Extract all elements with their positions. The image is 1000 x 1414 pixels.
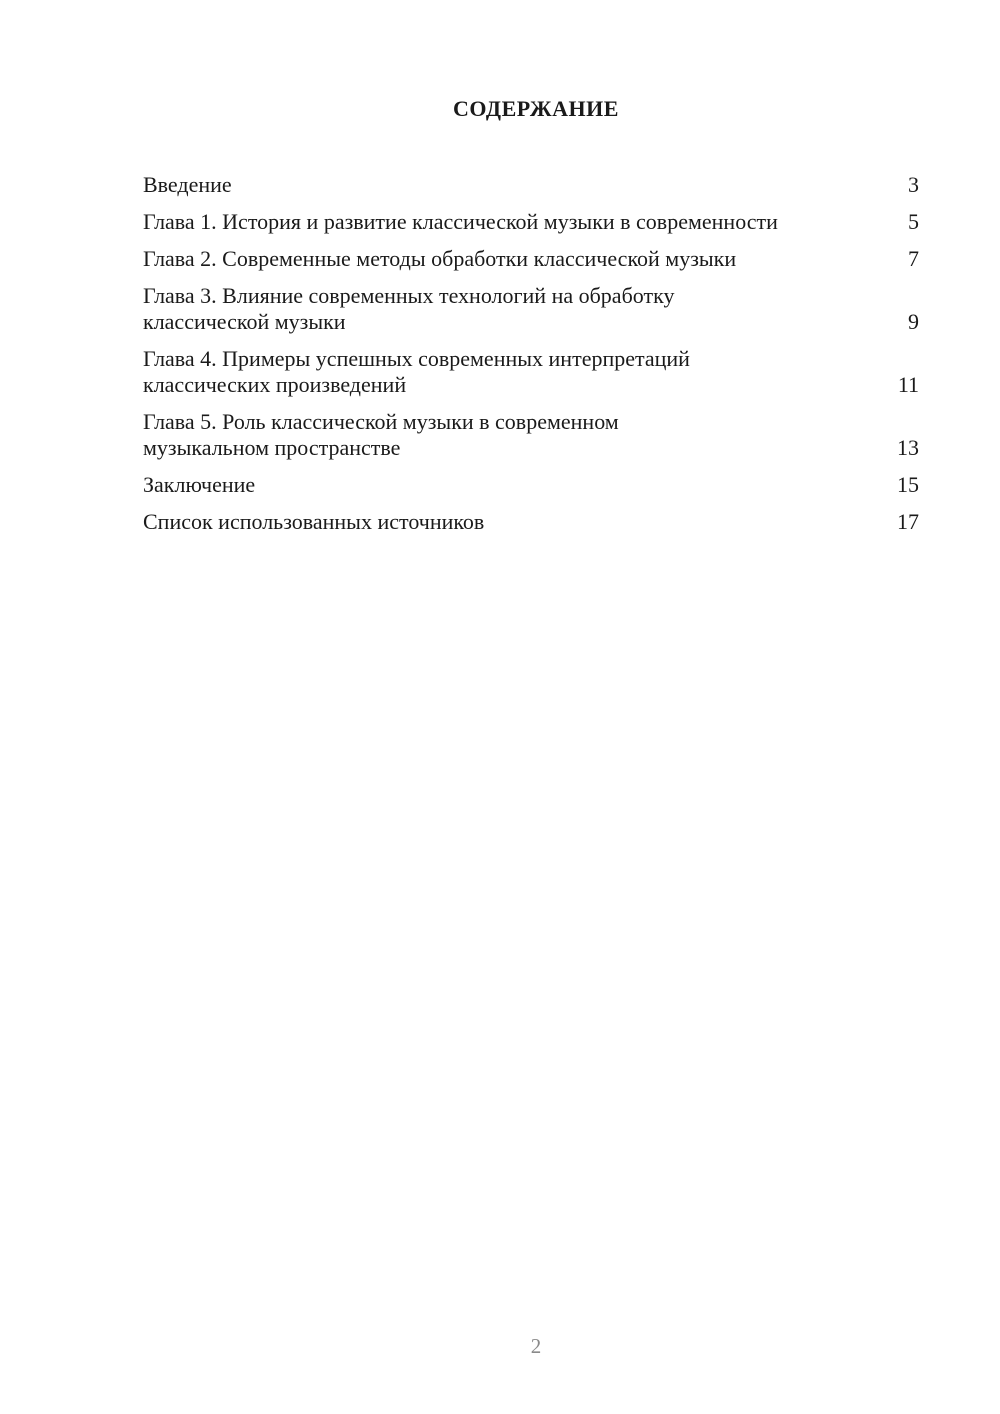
- toc-entry-chapter-5: [143, 409, 919, 461]
- toc-entry-chapter-2: [143, 246, 919, 272]
- toc-entry-chapter-1: [143, 209, 919, 235]
- page-number: 2: [530, 1334, 542, 1358]
- toc-entry-label: Глава 4. Примеры успешных современных интерпретаций классических произведений: [143, 346, 690, 397]
- toc-entry-page: 9: [908, 309, 919, 334]
- toc-entry-label: Глава 5. Роль классической музыки в современном музыкальном пространстве: [143, 409, 619, 460]
- toc-entry-references: [143, 509, 919, 535]
- toc-entry-introduction: [143, 172, 919, 198]
- toc-entry-label: Глава 1. История и развитие классической музыки в современности: [143, 209, 778, 234]
- toc-entry-page: 15: [897, 472, 919, 497]
- table-of-contents: [143, 172, 919, 546]
- toc-entry-page: 17: [897, 509, 919, 534]
- toc-entry-page: 11: [897, 372, 919, 397]
- toc-entry-label: Введение: [143, 172, 232, 197]
- toc-entry-page: 13: [897, 435, 919, 460]
- toc-entry-label: Заключение: [143, 472, 256, 497]
- toc-entry-page: 3: [908, 172, 919, 197]
- toc-entry-chapter-3: [143, 283, 919, 335]
- page-title: СОДЕРЖАНИЕ: [453, 96, 619, 121]
- toc-entry-label: Список использованных источников: [143, 509, 485, 534]
- toc-entry-label: Глава 3. Влияние современных технологий на обработку классической музыки: [143, 283, 675, 334]
- toc-entry-page: 7: [908, 246, 919, 271]
- toc-entry-label: Глава 2. Современные методы обработки классической музыки: [143, 246, 737, 271]
- toc-entry-page: 5: [908, 209, 919, 234]
- toc-entry-conclusion: [143, 472, 919, 498]
- toc-entry-chapter-4: [143, 346, 919, 398]
